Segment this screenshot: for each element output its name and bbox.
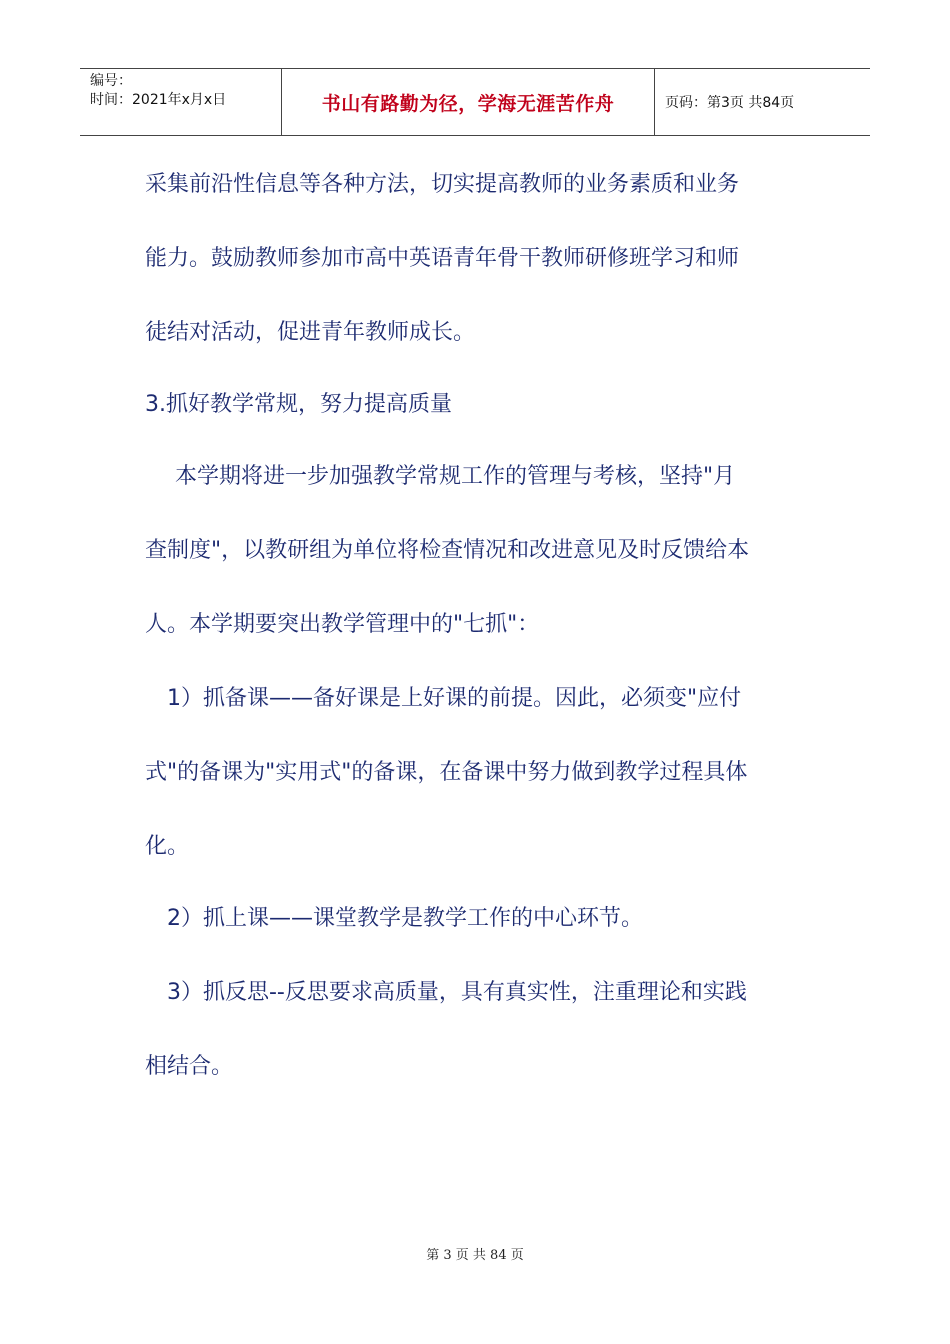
- body-line: 化。: [145, 834, 190, 859]
- date-label: 时间：2021年x月x日: [90, 92, 227, 108]
- body-line: 采集前沿性信息等各种方法，切实提高教师的业务素质和业务: [145, 172, 740, 197]
- body-line: 徒结对活动，促进青年教师成长。: [145, 320, 476, 345]
- list-item: 3）抓反思--反思要求高质量，具有真实性，注重理论和实践: [167, 980, 747, 1005]
- body-line: 能力。鼓励教师参加市高中英语青年骨干教师研修班学习和师: [145, 246, 740, 271]
- list-item: 2）抓上课——课堂教学是教学工作的中心环节。: [167, 906, 643, 931]
- body-line: 查制度"，以教研组为单位将检查情况和改进意见及时反馈给本: [145, 538, 750, 563]
- page-header: [80, 68, 870, 136]
- header-motto: 书山有路勤为径，学海无涯苦作舟: [282, 69, 655, 135]
- body-line: 式"的备课为"实用式"的备课，在备课中努力做到教学过程具体: [145, 760, 748, 785]
- section-heading: 3.抓好教学常规，努力提高质量: [145, 392, 452, 417]
- page-footer: 第 3 页 共 84 页: [426, 1248, 524, 1263]
- header-page-info: 页码：第3页 共84页: [665, 95, 795, 111]
- body-line: 人。本学期要突出教学管理中的"七抓"：: [145, 612, 540, 637]
- list-item: 1）抓备课——备好课是上好课的前提。因此，必须变"应付: [167, 686, 742, 711]
- header-meta: [80, 69, 282, 135]
- body-line: 本学期将进一步加强教学常规工作的管理与考核，坚持"月: [175, 464, 736, 489]
- body-line: 相结合。: [145, 1054, 234, 1079]
- number-label: 编号：: [90, 73, 132, 89]
